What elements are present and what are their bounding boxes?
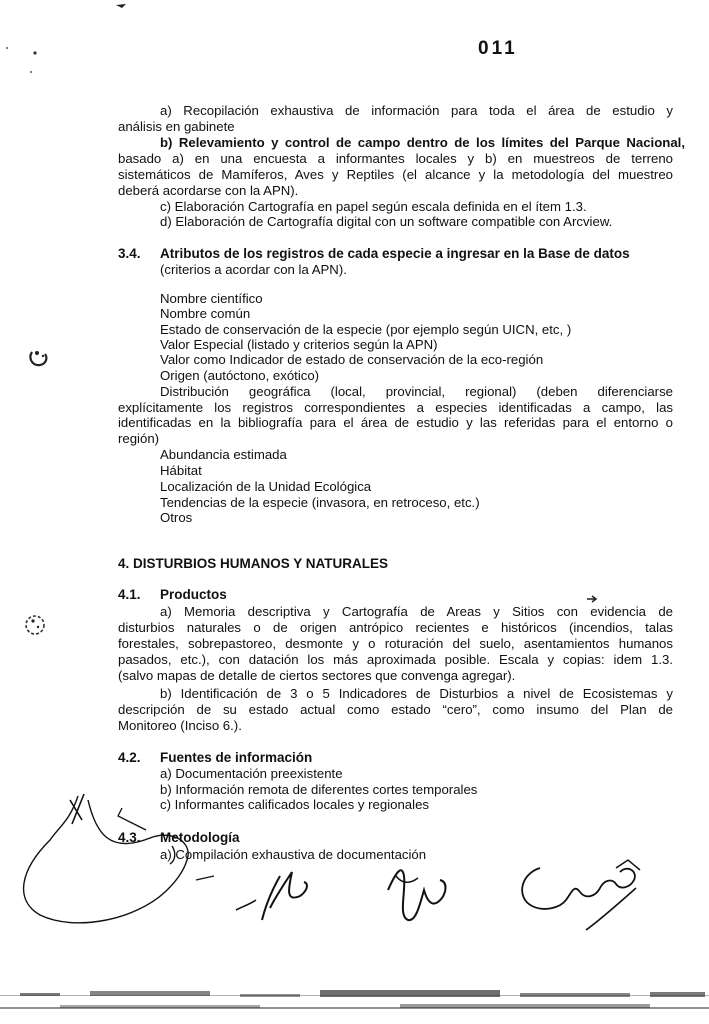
attribute-item: Valor Especial (listado y criterios según la APN) <box>160 337 438 352</box>
small-arrow-mark <box>586 594 598 604</box>
item-b-line-3: sistemáticos de Mamíferos, Aves y Reptiles (el alcance y la metodología del muestreo <box>118 167 673 182</box>
products-a-line: disturbios naturales o de origen antrópico recientes e históricos (incendios, talas <box>118 620 673 635</box>
page-number: 011 <box>478 38 518 59</box>
item-c: c) Elaboración Cartografía en papel según escala definida en el ítem 1.3. <box>160 199 587 214</box>
section-4-3-number: 4.3. <box>118 830 141 845</box>
attribute-item: Localización de la Unidad Ecológica <box>160 479 372 494</box>
sources-item: a) Documentación preexistente <box>160 766 343 781</box>
handwritten-signatures <box>0 780 709 960</box>
item-d: d) Elaboración de Cartografía digital con un software compatible con Arcview. <box>160 214 613 229</box>
attribute-item: Valor como Indicador de estado de conservación de la eco-región <box>160 352 544 367</box>
item-b-line-4: deberá acordarse con la APN). <box>118 183 299 198</box>
section-4-heading: 4. DISTURBIOS HUMANOS Y NATURALES <box>118 556 389 571</box>
attribute-item: Nombre científico <box>160 291 263 306</box>
section-4-1-number: 4.1. <box>118 587 141 602</box>
attribute-item: Hábitat <box>160 463 202 478</box>
section-4-1-title: Productos <box>160 587 227 602</box>
distribution-line-3: identificadas en la bibliografía para el área de estudio y las referidas para el entorno o <box>118 415 673 430</box>
products-a-line: pasados, etc.), con datación los más aproximada posible. Escala y copias: idem 1.3. <box>118 652 673 667</box>
item-b-line-1: b) Relevamiento y control de campo dentro de los límites del Parque Nacional, <box>160 135 685 150</box>
sources-item: b) Información remota de diferentes cortes temporales <box>160 782 478 797</box>
punch-hole-mark-upper <box>26 344 52 370</box>
section-3-4-number: 3.4. <box>118 246 141 261</box>
attribute-item: Origen (autóctono, exótico) <box>160 368 320 383</box>
item-a-line-1: a) Recopilación exhaustiva de información para toda el área de estudio y <box>160 103 673 118</box>
section-3-4-title: Atributos de los registros de cada especie a ingresar en la Base de datos <box>160 246 630 261</box>
sources-item: c) Informantes calificados locales y regionales <box>160 797 430 812</box>
section-4-3-title: Metodología <box>160 830 240 845</box>
products-a-line: forestales, sobrepastoreo, desmonte y o roturación del suelo, asentamientos humanos <box>118 636 673 651</box>
products-b-line: Monitoreo (Inciso 6.). <box>118 718 242 733</box>
distribution-line-2: explícitamente los registros correspondientes a especies identificadas a campo, las <box>118 400 673 415</box>
item-a-line-2: análisis en gabinete <box>118 119 235 134</box>
section-3-4-subtitle: (criterios a acordar con la APN). <box>160 262 347 277</box>
section-4-2-number: 4.2. <box>118 750 141 765</box>
distribution-line-4: región) <box>118 431 160 446</box>
products-b-line: b) Identificación de 3 o 5 Indicadores de Disturbios a nivel de Ecosistemas y <box>160 686 673 701</box>
methodology-item-a: a) Compilación exhaustiva de documentación <box>160 847 427 862</box>
products-a-line: (salvo mapas de detalle de ciertos sectores que convenga agregar). <box>118 668 516 683</box>
scan-noise-strip <box>0 985 709 1013</box>
attribute-item: Otros <box>160 510 193 525</box>
scan-speck-marks <box>0 0 140 90</box>
distribution-line-1: Distribución geográfica (local, provincial, regional) (deben diferenciarse <box>160 384 673 399</box>
punch-hole-mark-lower <box>20 610 50 640</box>
attribute-item: Nombre común <box>160 306 251 321</box>
item-b-line-2: basado a) en una encuesta a informantes locales y b) en muestreos de terreno <box>118 151 673 166</box>
attribute-item: Estado de conservación de la especie (por ejemplo según UICN, etc, ) <box>160 322 572 337</box>
products-a-line: a) Memoria descriptiva y Cartografía de Areas y Sitios con evidencia de <box>160 604 673 619</box>
attribute-item: Abundancia estimada <box>160 447 287 462</box>
products-b-line: descripción de su estado actual como estado “cero”, como insumo del Plan de <box>118 702 673 717</box>
attribute-item: Tendencias de la especie (invasora, en retroceso, etc.) <box>160 495 480 510</box>
section-4-2-title: Fuentes de información <box>160 750 313 765</box>
